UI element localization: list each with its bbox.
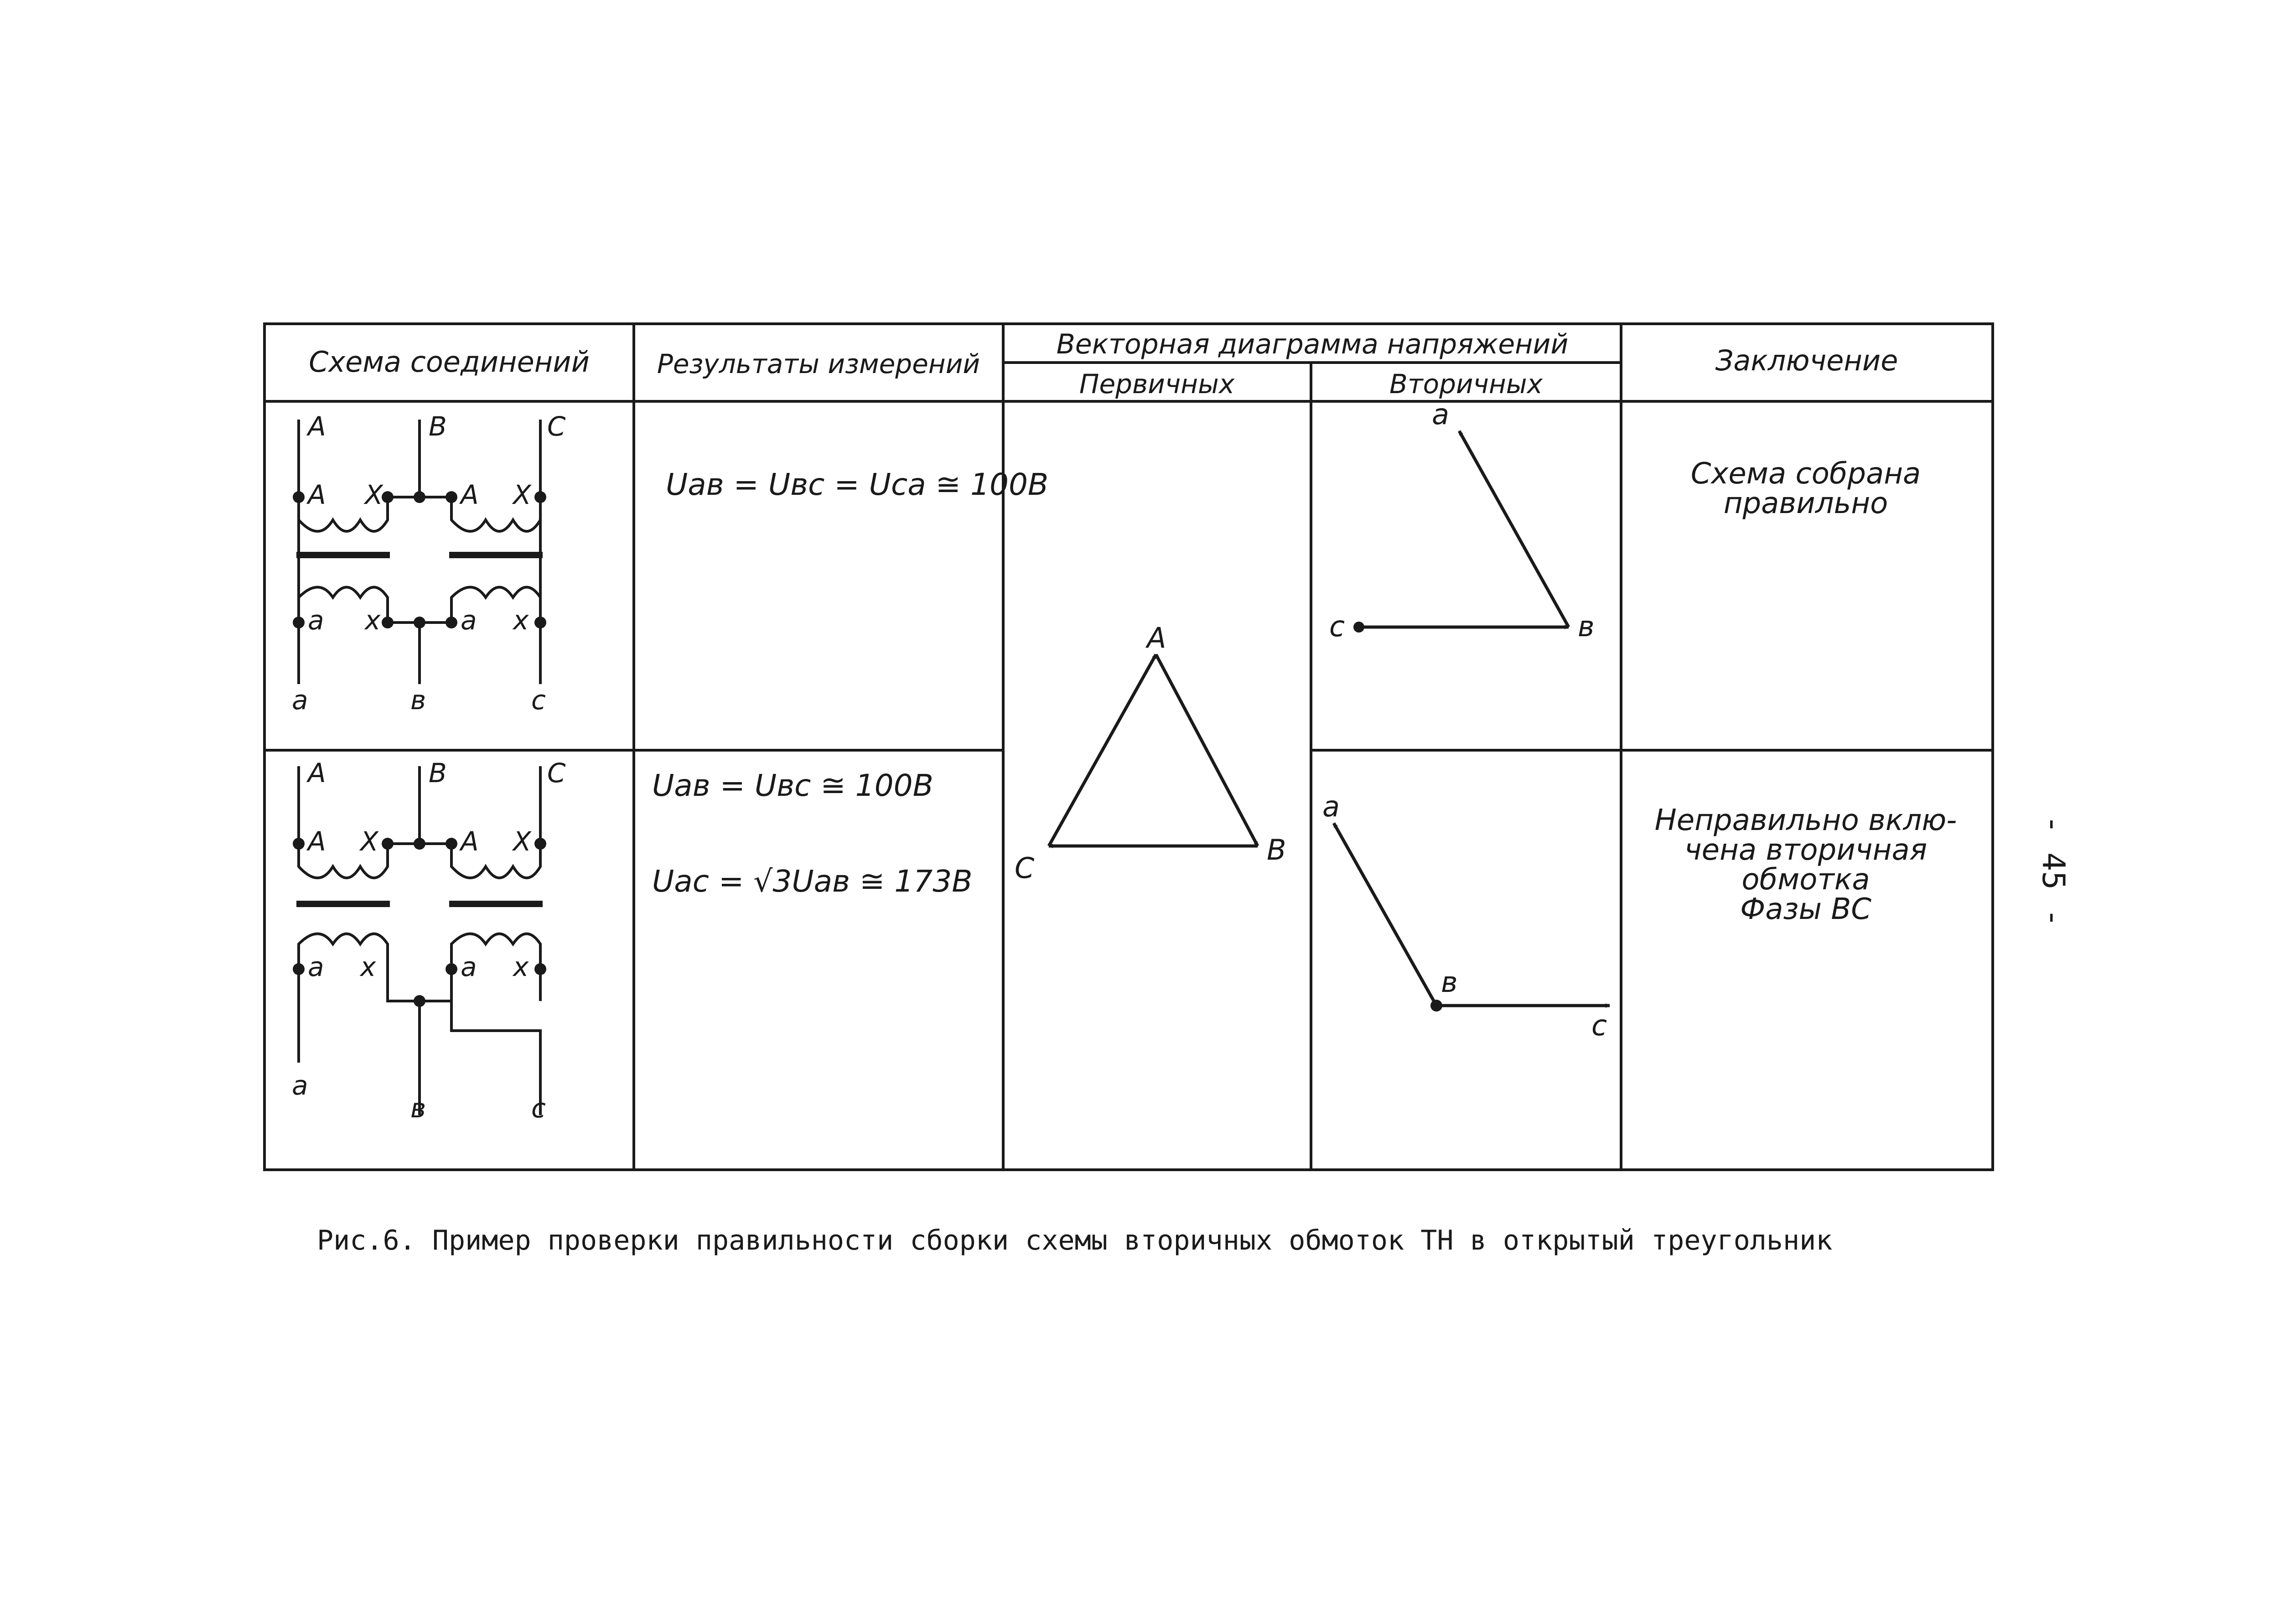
winding-label: x xyxy=(513,605,529,636)
vector-ba xyxy=(1459,431,1569,627)
terminal-label: в xyxy=(410,685,426,716)
scheme-2-nodes xyxy=(293,838,546,1007)
winding-label: x xyxy=(360,951,376,982)
vector-CA xyxy=(1049,654,1156,846)
vector-label-c: с xyxy=(1591,1009,1607,1042)
vector-label-B: B xyxy=(1267,833,1286,866)
winding-label: a xyxy=(461,951,477,982)
conclusion-row-2-line-1: Неправильно вклю- xyxy=(1654,804,1957,837)
vector-origin-dot xyxy=(1353,622,1364,633)
conclusion-row-2-line-4: Фазы ВС xyxy=(1740,892,1871,926)
result-row-2-line-2: Uас = √3Uав ≅ 173В xyxy=(652,864,973,899)
primary-vectors xyxy=(1049,654,1258,846)
winding-label: A xyxy=(461,479,479,510)
vector-label-b: в xyxy=(1578,610,1595,643)
vector-label-a: а xyxy=(1322,790,1340,823)
scheme-diagram-row-1 xyxy=(292,411,566,716)
terminal-label: a xyxy=(292,1070,308,1101)
winding-label: X xyxy=(365,479,383,510)
header-results: Результаты измерений xyxy=(657,348,980,379)
scheme-2-labels xyxy=(292,758,566,1124)
header-primary: Первичных xyxy=(1079,368,1235,400)
vector-ba xyxy=(1334,823,1436,1006)
winding-label: X xyxy=(513,479,531,510)
terminal-label: с xyxy=(531,1093,546,1124)
conclusion-row-2-line-3: обмотка xyxy=(1741,863,1870,897)
scheme-1-cores xyxy=(296,552,543,558)
conclusion-row-2-line-2: чена вторичная xyxy=(1684,833,1928,867)
scheme-2-cores xyxy=(296,901,543,907)
winding-label: x xyxy=(365,605,381,636)
primary-vector-diagram xyxy=(1015,621,1286,885)
header-scheme: Схема соединений xyxy=(309,345,590,379)
terminal-label: C xyxy=(547,411,566,442)
vector-AB xyxy=(1156,654,1258,846)
header-conclusion: Заключение xyxy=(1715,344,1898,377)
winding-label: a xyxy=(461,605,477,636)
terminal-label: с xyxy=(531,685,546,716)
conclusion-row-1-line-2: правильно xyxy=(1723,487,1888,520)
terminal-label: C xyxy=(547,758,566,789)
winding-label: a xyxy=(308,951,324,982)
terminal-label: A xyxy=(308,411,326,442)
result-row-1-line-1: Uав = Uвс = Uса ≅ 100В xyxy=(666,467,1049,502)
winding-label: X xyxy=(360,826,378,857)
conclusions xyxy=(1655,457,1957,926)
vector-label-c: с xyxy=(1329,610,1345,643)
scheme-1-labels xyxy=(292,411,566,716)
scheme-diagram-row-2 xyxy=(292,758,566,1124)
header-vector-diagram: Векторная диаграмма напряжений xyxy=(1056,328,1569,360)
figure-caption: Рис.6. Пример проверки правильности сборки схемы вторичных обмоток ТН в открытый треугольник xyxy=(317,1224,1833,1256)
secondary-vector-diagram-row-1 xyxy=(1329,398,1595,643)
conclusion-row-1-line-1: Схема собрана xyxy=(1690,457,1921,491)
winding-label: A xyxy=(308,479,326,510)
secondary-vector-diagram-row-2 xyxy=(1322,790,1610,1042)
terminal-label: A xyxy=(308,758,326,789)
winding-label: A xyxy=(461,826,479,857)
winding-label: a xyxy=(308,605,324,636)
table-grid xyxy=(264,324,1993,1170)
vector-label-b: в xyxy=(1441,965,1458,999)
page-number: - 45 - xyxy=(2035,815,2071,927)
terminal-label: B xyxy=(429,758,447,789)
vector-label-A: A xyxy=(1147,621,1166,654)
result-row-2-line-1: Uав = Uвс ≅ 100В xyxy=(652,768,933,803)
scheme-2-wires xyxy=(299,766,540,1115)
terminal-label: a xyxy=(292,685,308,716)
winding-label: X xyxy=(513,826,531,857)
vector-label-a: а xyxy=(1432,398,1449,431)
vector-label-C: C xyxy=(1015,851,1035,885)
vector-origin-dot xyxy=(1430,1000,1442,1012)
terminal-label: в xyxy=(410,1093,426,1124)
winding-label: A xyxy=(308,826,326,857)
scheme-1-nodes xyxy=(293,491,546,628)
measurement-results xyxy=(652,467,1048,899)
table-border xyxy=(264,324,1993,1170)
winding-label: x xyxy=(513,951,529,982)
header-secondary: Вторичных xyxy=(1389,368,1543,400)
terminal-label: B xyxy=(429,411,447,442)
